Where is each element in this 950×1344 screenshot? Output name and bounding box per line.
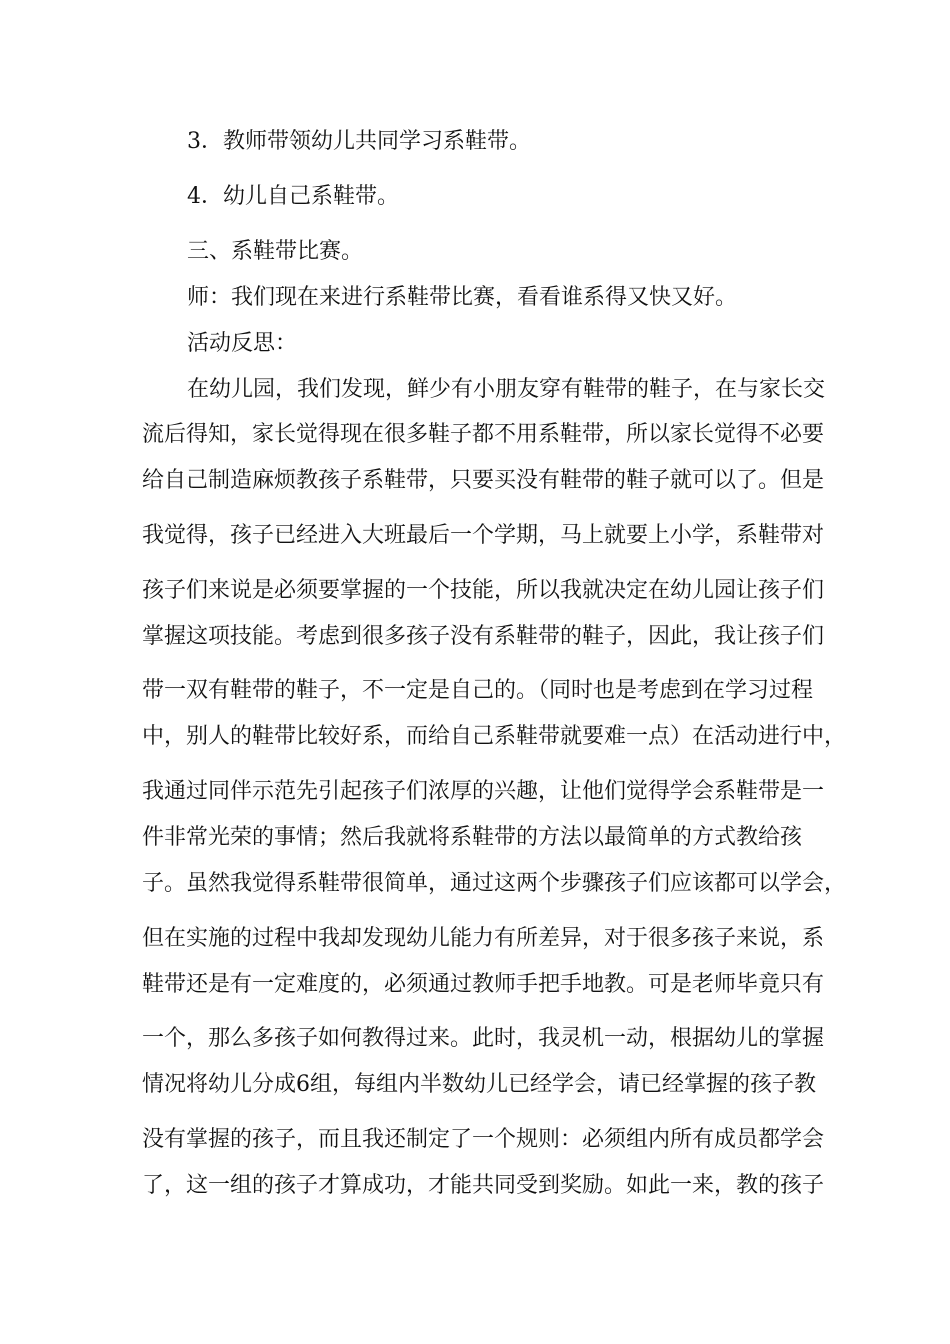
teacher-line: 师：我们现在来进行系鞋带比赛，看看谁系得又快又好。 [187,285,738,310]
reflection-line: 在幼儿园，我们发现，鲜少有小朋友穿有鞋带的鞋子，在与家长交 [187,377,826,402]
reflection-line: 件非常光荣的事情；然后我就将系鞋带的方法以最简单的方式教给孩 [142,825,803,850]
reflection-line: 我通过同伴示范先引起孩子们浓厚的兴趣，让他们觉得学会系鞋带是一 [142,779,825,804]
section-heading: 三、系鞋带比赛。 [187,239,364,264]
reflection-line: 流后得知，家长觉得现在很多鞋子都不用系鞋带，所以家长觉得不必要 [142,422,825,447]
reflection-line: 鞋带还是有一定难度的，必须通过教师手把手地教。可是老师毕竟只有 [142,972,825,997]
reflection-line: 没有掌握的孩子，而且我还制定了一个规则：必须组内所有成员都学会 [142,1127,825,1152]
reflection-line: 情况将幼儿分成6组，每组内半数幼儿已经学会，请已经掌握的孩子教 [142,1072,816,1097]
step-4-text: 4．幼儿自己系鞋带。 [187,184,399,209]
step-3-text: 3．教师带领幼儿共同学习系鞋带。 [187,129,531,154]
reflection-line: 了，这一组的孩子才算成功，才能共同受到奖励。如此一来，教的孩子 [142,1173,825,1198]
reflection-line: 带一双有鞋带的鞋子，不一定是自己的。（同时也是考虑到在学习过程 [142,678,814,703]
reflection-line: 中，别人的鞋带比较好系，而给自己系鞋带就要难一点）在活动进行中， [142,724,847,749]
reflection-line: 给自己制造麻烦教孩子系鞋带，只要买没有鞋带的鞋子就可以了。但是 [142,468,825,493]
reflection-line: 孩子们来说是必须要掌握的一个技能，所以我就决定在幼儿园让孩子们 [142,578,825,603]
reflection-line: 掌握这项技能。考虑到很多孩子没有系鞋带的鞋子，因此，我让孩子们 [142,624,825,649]
reflection-line: 子。虽然我觉得系鞋带很简单，通过这两个步骤孩子们应该都可以学会， [142,871,847,896]
reflection-line: 但在实施的过程中我却发现幼儿能力有所差异，对于很多孩子来说，系 [142,926,825,951]
reflection-line: 一个，那么多孩子如何教得过来。此时，我灵机一动，根据幼儿的掌握 [142,1026,825,1051]
reflection-line: 我觉得，孩子已经进入大班最后一个学期，马上就要上小学，系鞋带对 [142,523,825,548]
reflection-heading: 活动反思： [187,331,298,356]
